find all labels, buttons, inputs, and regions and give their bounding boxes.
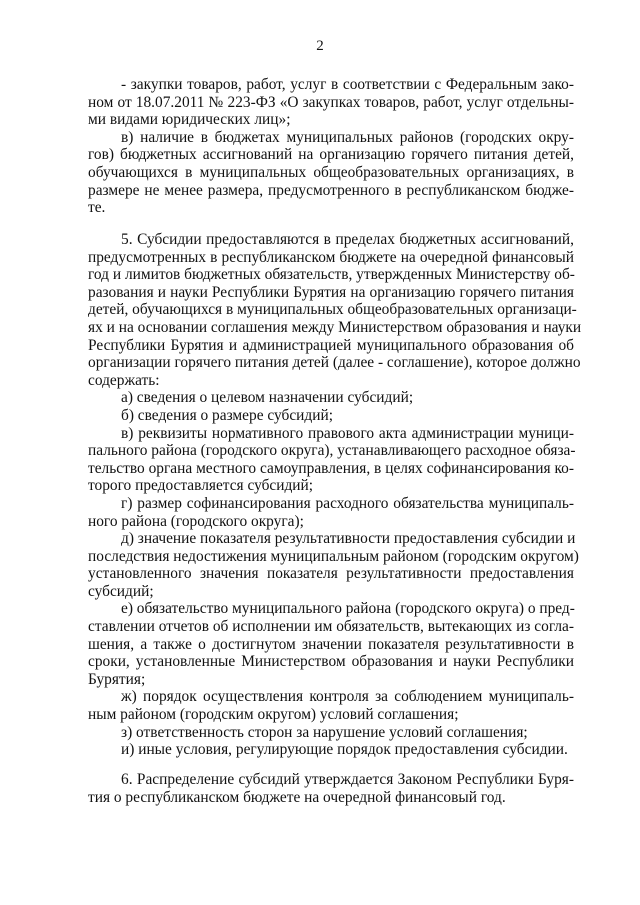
text-line: пального района (городского округа), устанавливающего расходное обяза- (88, 442, 576, 460)
text-line: содержать: (88, 371, 160, 389)
text-line: Бурятия; (88, 670, 146, 688)
text-line: тельство органа местного самоуправления, в целях софинансирования ко- (88, 459, 574, 477)
text-line: в) реквизиты нормативного правового акта администрации муници- (121, 424, 574, 442)
text-line: сроки, установленные Министерством образования и науки Республики (88, 653, 574, 671)
text-line: ном от 18.07.2011 № 223-ФЗ «О закупках товаров, работ, услуг отдельны- (88, 93, 574, 111)
text-line: - закупки товаров, работ, услуг в соответствии с Федеральным зако- (121, 76, 574, 93)
text-line: а) сведения о целевом назначении субсидий; (121, 389, 414, 407)
text-line: гов) бюджетных ассигнований на организацию горячего питания детей, (88, 146, 574, 164)
text-line: субсидий; (88, 582, 154, 600)
text-line: организации горячего питания детей (далее - соглашение), которое должно (88, 354, 581, 372)
text-line: год и лимитов бюджетных обязательств, утвержденных Министерству об- (88, 266, 575, 284)
text-line: г) размер софинансирования расходного обязательства муниципаль- (121, 494, 574, 512)
text-line: ставлении отчетов об исполнении им обязательств, вытекающих из согла- (88, 618, 574, 636)
text-line: ж) порядок осуществления контроля за соблюдением муниципаль- (121, 688, 574, 706)
page-number: 2 (316, 38, 324, 54)
text-line: Республики Бурятия и администрацией муниципального образования об (88, 336, 574, 354)
text-line: 5. Субсидии предоставляются в пределах бюджетных ассигнований, (121, 231, 574, 248)
text-line: тия о республиканском бюджете на очередной финансовый год. (88, 788, 506, 806)
text-line: детей, обучающихся в муниципальных общеобразовательных организаци- (88, 301, 577, 319)
text-line: обучающихся в муниципальных общеобразовательных организациях, в (88, 163, 574, 181)
text-line: разования и науки Республики Бурятия на организацию горячего питания (88, 283, 574, 301)
text-line: ях и на основании соглашения между Министерством образования и науки (88, 318, 582, 336)
paragraph-block-procurement (88, 76, 574, 217)
text-line: шения, а также о достигнутом значении показателя результативности в (88, 635, 574, 653)
text-line: предусмотренных в республиканском бюджете на очередной финансовый (88, 248, 574, 266)
text-line: торого предоставляется субсидий; (88, 477, 314, 495)
text-line: ми видами юридических лиц»; (88, 111, 291, 129)
text-line: ного района (городского округа); (88, 512, 304, 530)
text-line: размере не менее размера, предусмотренного в республиканском бюдже- (88, 181, 574, 199)
text-line: последствия недостижения муниципальным районом (городским округом) (88, 547, 579, 565)
text-line: ным районом (городским округом) условий соглашения; (88, 706, 459, 724)
text-line: и) иные условия, регулирующие порядок предоставления субсидии. (121, 741, 568, 759)
text-line: б) сведения о размере субсидий; (121, 406, 333, 424)
text-line: д) значение показателя результативности предоставления субсидии и (121, 530, 576, 548)
paragraph-block-distribution (88, 771, 574, 806)
text-line: 6. Распределение субсидий утверждается Законом Республики Буря- (121, 771, 574, 788)
paragraph-block-subsidies (88, 231, 582, 759)
text-line: з) ответственность сторон за нарушение условий соглашения; (121, 723, 528, 741)
text-line: е) обязательство муниципального района (городского округа) о пред- (121, 600, 575, 618)
text-line: в) наличие в бюджетах муниципальных районов (городских окру- (121, 128, 574, 146)
text-line: те. (88, 199, 106, 217)
text-line: установленного значения показателя результативности предоставления (88, 565, 574, 583)
